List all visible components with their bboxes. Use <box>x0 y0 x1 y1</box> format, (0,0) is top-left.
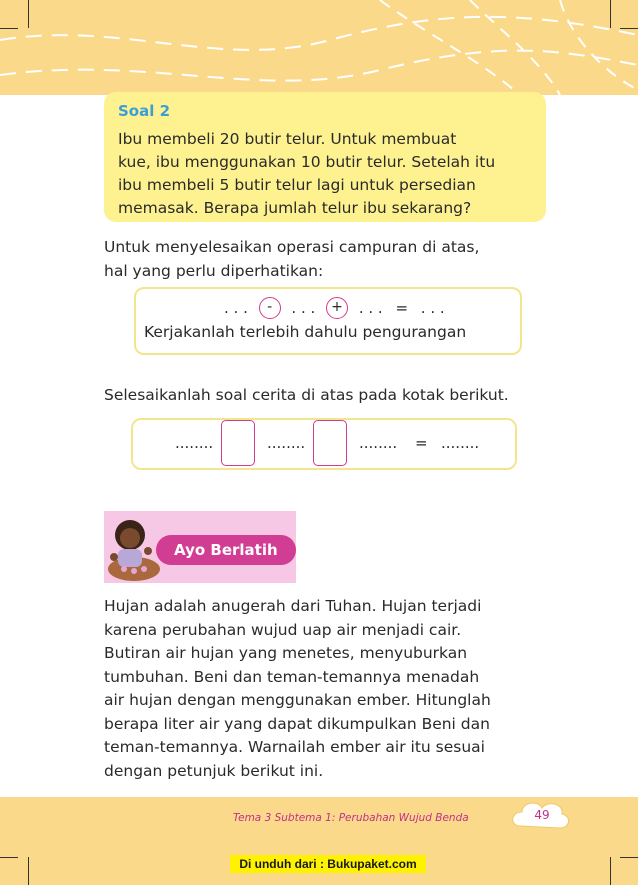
plus-operator: + <box>326 297 348 319</box>
soal-box <box>104 92 546 222</box>
story-line: air hujan dengan menggunakan ember. Hitunglah <box>104 691 491 709</box>
footer-theme-text: Tema 3 Subtema 1: Perubahan Wujud Benda <box>233 812 469 824</box>
download-source-banner: Di unduh dari : Bukupaket.com <box>230 855 426 873</box>
answer-blank[interactable]: ........ <box>175 434 214 452</box>
story-line: karena perubahan wujud uap air menjadi cair. <box>104 620 462 639</box>
instruction-text: Selesaikanlah soal cerita di atas pada kotak berikut. <box>104 386 509 404</box>
answer-blank[interactable]: ........ <box>359 434 398 452</box>
crop-mark <box>28 857 29 885</box>
story-line: tumbuhan. Beni dan teman-temannya menadah <box>104 667 480 686</box>
answer-result[interactable]: ........ <box>441 434 480 452</box>
operator-box[interactable] <box>313 420 347 466</box>
crop-mark <box>610 857 611 885</box>
operator-box[interactable] <box>221 420 255 466</box>
story-line: berapa liter air yang dapat dikumpulkan Beni dan <box>104 714 490 733</box>
story-line: dengan petunjuk berikut ini. <box>104 761 324 780</box>
formula-dots: . . . <box>224 298 248 317</box>
crop-mark <box>0 857 18 858</box>
formula-dots: . . . <box>420 298 445 317</box>
intro-paragraph <box>104 236 479 283</box>
formula-dots: . . . <box>358 298 383 317</box>
hint-text: Kerjakanlah terlebih dahulu pengurangan <box>144 323 467 341</box>
soal-line: ibu membeli 5 butir telur lagi untuk persedian <box>118 176 476 194</box>
soal-text <box>118 128 532 220</box>
decorative-dashed-curves <box>0 0 638 95</box>
crop-mark <box>620 28 638 29</box>
crop-mark <box>0 28 18 29</box>
crop-mark <box>610 0 611 28</box>
story-paragraph <box>104 595 491 783</box>
soal-title: Soal 2 <box>118 102 171 120</box>
hint-box <box>134 287 522 355</box>
minus-operator: - <box>259 297 281 319</box>
intro-line: hal yang perlu diperhatikan: <box>104 261 324 280</box>
banner-label: Ayo Berlatih <box>156 535 296 565</box>
intro-line: Untuk menyelesaikan operasi campuran di atas, <box>104 238 480 256</box>
crop-mark <box>28 0 29 28</box>
answer-equals: = <box>415 434 428 452</box>
answer-blank[interactable]: ........ <box>267 434 306 452</box>
story-line: Hujan adalah anugerah dari Tuhan. Hujan terjadi <box>104 597 482 615</box>
soal-line: kue, ibu menggunakan 10 butir telur. Setelah itu <box>118 153 496 171</box>
ayo-berlatih-banner <box>104 511 296 583</box>
formula-dots: . . . <box>291 298 316 317</box>
page-number: 49 <box>534 808 550 822</box>
header-band <box>0 0 638 95</box>
story-line: Butiran air hujan yang menetes, menyuburkan <box>104 644 468 662</box>
soal-line: memasak. Berapa jumlah telur ibu sekarang? <box>118 199 472 217</box>
answer-box <box>131 418 517 470</box>
story-line: teman-temannya. Warnailah ember air itu sesuai <box>104 738 485 756</box>
formula-equals: = <box>395 298 409 317</box>
soal-line: Ibu membeli 20 butir telur. Untuk membuat <box>118 130 457 148</box>
crop-mark <box>620 857 638 858</box>
formula-template <box>224 297 445 319</box>
